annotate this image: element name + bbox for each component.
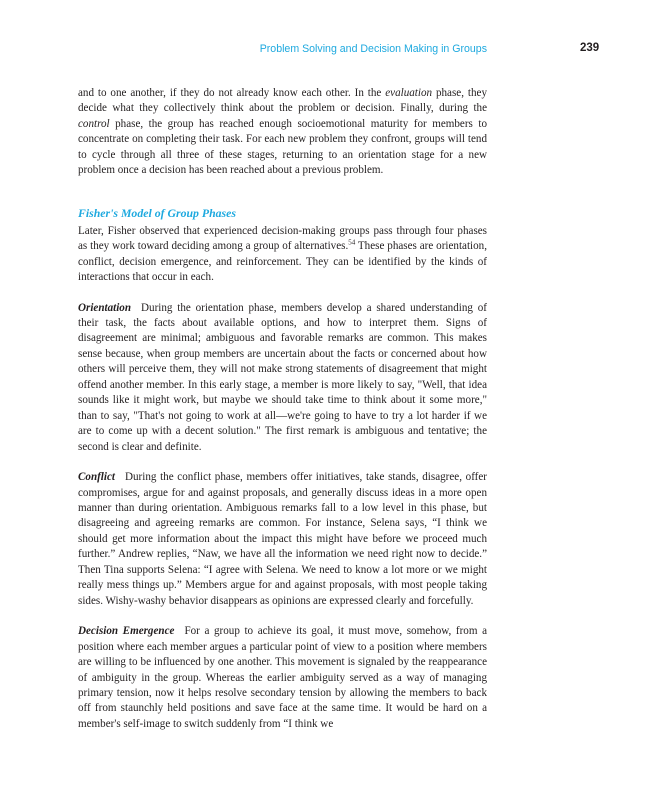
- conflict-term: Conflict: [78, 471, 115, 484]
- intro-term-evaluation: evaluation: [385, 87, 433, 99]
- intro-text-1: and to one another, if they do not already know each other. In the: [78, 87, 386, 99]
- orientation-text: During the orientation phase, members develop a shared understanding of their task, the facts about available options, and how to interpret them. Signs of disagreement are minimal; ambiguous and favorable remarks are common. This makes sense because, when group members are uncertain about the facts or concerned about how others will perceive them, they will not make strong statements of disagreement that might offend another member. In this early stage, a member is more likely to say, "Well, that idea sounds like it might work, but maybe we should take time to think about it some more," than to say, "That's not going to work at all—we're going to have to try a lot harder if we are to come up with a decent solution." The first remark is ambiguous and tentative; the second is clear and definite.: [78, 301, 487, 453]
- decision-emergence-paragraph: [78, 624, 487, 732]
- page-number: 239: [580, 42, 600, 54]
- intro-text-3: phase, the group has reached enough socioemotional maturity for members to concentrate on completing their task. For each new problem they confront, groups will tend to cycle through all three of these stages, returning to an orientation stage for a new problem once a decision has been reached about a previous problem.: [78, 117, 487, 177]
- footnote-marker: 54: [348, 238, 356, 247]
- fisher-text-1: Later, Fisher observed that experienced decision-making groups pass through four phases as they work toward deciding among a group of alternatives.: [78, 224, 487, 253]
- orientation-paragraph: [78, 301, 487, 456]
- intro-paragraph: [78, 86, 487, 179]
- orientation-term: Orientation: [78, 301, 132, 314]
- conflict-text: During the conflict phase, members offer initiatives, take stands, disagree, offer compromises, argue for and against proposals, and generally discuss ideas in a more open manner than during orientation. Ambiguous remarks fall to a low level in this phase, but disagreeing and agreeing remarks are common. For instance, Selena says, “I think we should get more information about the impact this might have before we proceed much further.” Andrew replies, “Naw, we have all the information we need right now to decide.” Then Tina supports Selena: “I agree with Selena. We need to know a lot more or we might really mess things up.” Members argue for and against proposals, with most people taking sides. Wishy-washy behavior disappears as opinions are expressed clearly and forcefully.: [78, 471, 487, 607]
- section-heading-fisher: Fisher's Model of Group Phases: [78, 205, 236, 220]
- page-body: [78, 86, 487, 732]
- fisher-paragraph: [78, 224, 487, 286]
- fisher-text-2: These phases are orientation, conflict, decision emergence, and reinforcement. They can be identified by the kinds of interactions that occur in each.: [78, 240, 487, 284]
- conflict-paragraph: [78, 470, 487, 609]
- decision-emergence-term: Decision Emergence: [78, 625, 175, 638]
- decision-emergence-text: For a group to achieve its goal, it must move, somehow, from a position where each member argues a particular point of view to a position where members are willing to be influenced by one another. This movement is signaled by the reappearance of ambiguity in the group. Whereas the earlier ambiguity served as a way of managing primary tension, now it helps resolve secondary tension by allowing the members to back off from staunchly held positions and save face at the same time. It would be hard on a member's self-image to switch suddenly from “I think we: [78, 625, 488, 730]
- running-title: Problem Solving and Decision Making in Groups: [259, 43, 487, 55]
- intro-term-control: control: [78, 117, 110, 130]
- running-head: [0, 43, 645, 59]
- intro-text-2: phase, they decide what they collectively think about the problem or decision. Finally, during the: [78, 87, 487, 115]
